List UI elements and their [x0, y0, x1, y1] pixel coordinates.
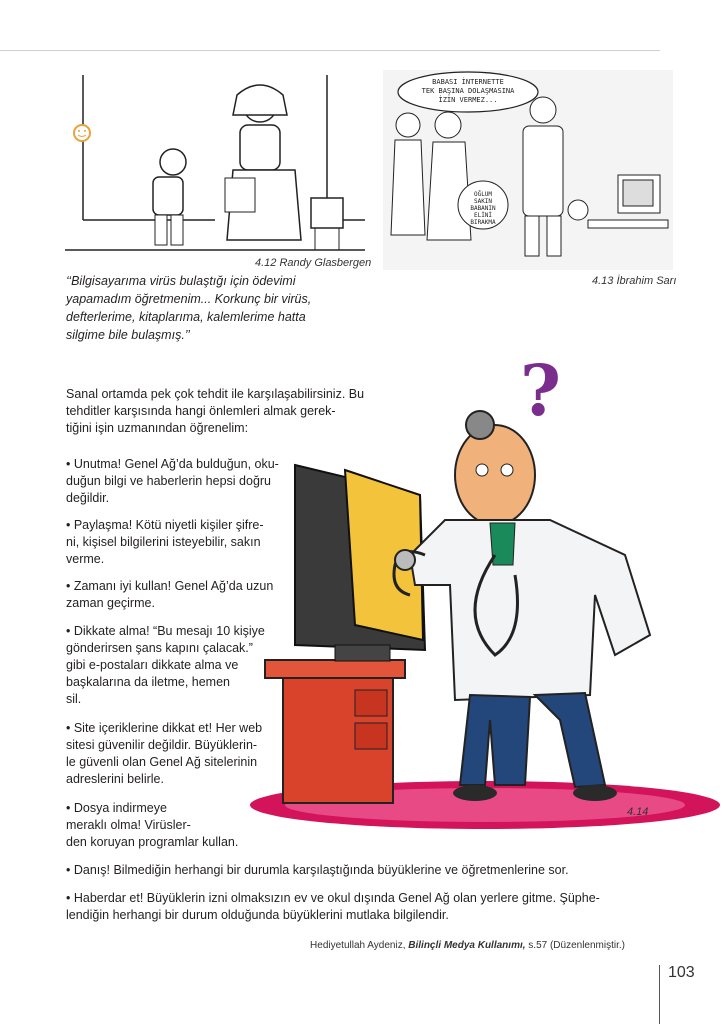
bullet-line: • Dosya indirmeye — [66, 801, 167, 815]
bullet-line: gönderirsen şans kapını çalacak.” — [66, 641, 253, 655]
bullet-line: • Zamanı iyi kullan! Genel Ağ’da uzun — [66, 579, 274, 593]
bullet-unutma — [66, 456, 279, 507]
bullet-zamani — [66, 578, 273, 612]
cartoon-classroom — [65, 70, 365, 255]
bullet-line: değildir. — [66, 491, 110, 505]
bullet-haberdar — [66, 890, 600, 924]
source-citation — [310, 940, 625, 951]
bullet-paylasma — [66, 517, 264, 568]
bullet-line: adreslerini belirle. — [66, 772, 164, 786]
quote-line: yapamadım öğretmenim... Korkunç bir virüs, — [66, 292, 312, 306]
top-rule — [0, 50, 660, 51]
intro-line: Sanal ortamda pek çok tehdit ile karşılaşabilirsiniz. Bu — [66, 387, 365, 401]
bullet-line: ni, kişisel bilgilerini isteyebilir, sakın — [66, 535, 261, 549]
bullet-dosya — [66, 800, 238, 851]
bullet-line: • Unutma! Genel Ağ’da bulduğun, oku- — [66, 457, 279, 471]
caption-4-12: 4.12 Randy Glasbergen — [255, 257, 372, 269]
source-rest: s.57 (Düzenlenmiştir.) — [525, 940, 625, 951]
bullet-line: zaman geçirme. — [66, 596, 155, 610]
bullet-line: gibi e-postaları dikkate alma ve — [66, 658, 239, 672]
bullet-line: den koruyan programlar kullan. — [66, 835, 239, 849]
svg-text:ELİNİ: ELİNİ — [473, 212, 493, 219]
bullet-line: lendiğin herhangi bir durum olduğunda büyüklerini mutlaka bilgilendir. — [66, 908, 449, 922]
intro-line: tehditler karşısında hangi önlemleri almak gerek- — [66, 404, 336, 418]
svg-text:?: ? — [520, 355, 562, 432]
intro-line: tiğini işin uzmanından öğrenelim: — [66, 421, 249, 435]
bullet-line: verme. — [66, 552, 105, 566]
footer-divider — [659, 965, 660, 1024]
bullet-line: • Dikkate alma! “Bu mesajı 10 kişiye — [66, 624, 265, 638]
bullet-line: le güvenli olan Genel Ağ sitelerinin — [66, 755, 258, 769]
svg-text:SAKIN: SAKIN — [473, 198, 493, 205]
svg-text:BIRAKMA: BIRAKMA — [470, 219, 496, 226]
source-title: Bilinçli Medya Kullanımı, — [408, 940, 526, 951]
svg-text:BABANIN: BABANIN — [470, 205, 496, 212]
bullet-line: meraklı olma! Virüsler- — [66, 818, 191, 832]
svg-text:BABASI İNTERNETTE: BABASI İNTERNETTE — [432, 78, 504, 86]
svg-text:TEK BAŞINA DOLAŞMASINA: TEK BAŞINA DOLAŞMASINA — [421, 87, 515, 95]
bullet-line: • Site içeriklerine dikkat et! Her web — [66, 721, 263, 735]
quote-line: defterlerime, kitaplarıma, kalemlerime hatta — [66, 310, 306, 324]
source-author: Hediyetullah Aydeniz, — [310, 940, 409, 951]
cartoon-parents-computer — [383, 70, 673, 270]
bullet-line: sil. — [66, 692, 82, 706]
bullet-line: • Paylaşma! Kötü niyetli kişiler şifre- — [66, 518, 264, 532]
bullet-danis — [66, 862, 569, 879]
bullet-line: • Haberdar et! Büyüklerin izni olmaksızın ev ve okul dışında Genel Ağ olan yerlere gitme. Şüphe- — [66, 891, 600, 905]
bullet-site-icerikleri — [66, 720, 262, 788]
bullet-dikkate-alma — [66, 623, 265, 708]
bullet-line: sitesi güvenilir değildir. Büyüklerin- — [66, 738, 258, 752]
quote-line: ‘‘Bilgisayarıma virüs bulaştığı için ödevimi — [66, 274, 296, 288]
quote — [66, 272, 311, 344]
intro-paragraph — [66, 386, 364, 437]
caption-4-13: 4.13 İbrahim Sarı — [592, 275, 677, 287]
figure-label-4-14: 4.14 — [627, 806, 649, 818]
svg-text:OĞLUM: OĞLUM — [473, 191, 493, 198]
bullet-line: duğun bilgi ve haberlerin hepsi doğru — [66, 474, 272, 488]
svg-text:İZİN VERMEZ...: İZİN VERMEZ... — [438, 96, 498, 104]
bullet-line: • Danış! Bilmediğin herhangi bir durumla karşılaştığında büyüklerine ve öğretmenlerine sor. — [66, 863, 569, 877]
quote-line: silgime bile bulaşmış.’’ — [66, 328, 190, 342]
page-number: 103 — [668, 964, 695, 981]
bullet-line: başkalarına da iletme, hemen — [66, 675, 230, 689]
